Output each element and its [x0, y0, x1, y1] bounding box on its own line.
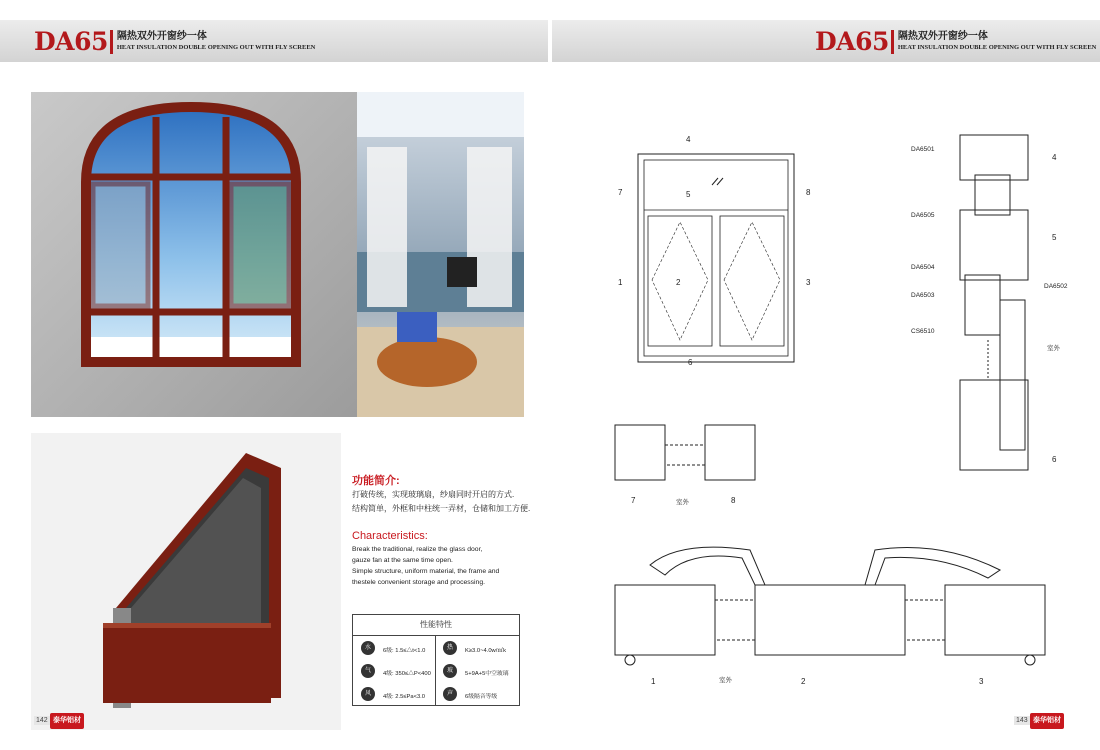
brand-logo: 泰华铝材 [50, 713, 84, 729]
performance-value: 6级隔音等级 [465, 694, 498, 700]
page-number-right: 143 [1016, 717, 1028, 724]
page-header-left [34, 27, 315, 56]
callout-2: 2 [676, 278, 681, 287]
model-number: DA65 [815, 27, 889, 56]
intro-cn-heading: 功能简介: [352, 475, 400, 487]
table-row [353, 683, 519, 706]
callout-1: 1 [651, 677, 656, 686]
section-label: DA6504 [911, 264, 935, 271]
room-interior-photo [357, 92, 524, 417]
arched-window-photo [31, 92, 358, 417]
section-label: DA6505 [911, 212, 935, 219]
callout-5: 5 [1052, 233, 1057, 242]
section-label: DA6502 [1044, 283, 1068, 290]
outside-label: 室外 [676, 499, 689, 506]
water-tightness-icon: 水 [361, 641, 375, 655]
intro-en-line-4: thestele convenient storage and processing. [352, 579, 486, 586]
intro-cn-line-2: 结构简单，外框和中柱统一弄材，仓储和加工方便. [352, 504, 531, 513]
vertical-section-drawing [950, 130, 1040, 490]
callout-4: 4 [686, 135, 691, 144]
callout-3: 3 [979, 677, 984, 686]
sound-icon: 声 [443, 687, 457, 701]
profile-section-photo [31, 433, 341, 730]
table-row [353, 637, 519, 660]
middle-section-drawing [610, 420, 760, 490]
header-en-title: HEAT INSULATION DOUBLE OPENING OUT WITH FLY SCREEN [897, 43, 1097, 51]
glass-icon: 玻 [443, 664, 457, 678]
table-row [353, 660, 519, 683]
performance-value: 5+9A+5中空玻璃 [465, 671, 509, 677]
performance-table [352, 614, 520, 706]
callout-7: 7 [618, 188, 623, 197]
callout-2: 2 [801, 677, 806, 686]
header-divider [891, 30, 894, 54]
brand-logo: 泰华铝材 [1030, 713, 1064, 729]
window-elevation-drawing [600, 130, 840, 380]
thermal-icon: 热 [443, 641, 457, 655]
section-label: DA6503 [911, 292, 935, 299]
header-en-title: HEAT INSULATION DOUBLE OPENING OUT WITH FLY SCREEN [116, 43, 316, 51]
performance-value: K≥3.0~4.0w/㎡k [465, 648, 507, 654]
outside-label: 室外 [719, 677, 732, 684]
outside-label: 室外 [1047, 345, 1060, 352]
page-header-right [815, 27, 1096, 56]
callout-8: 8 [731, 496, 736, 505]
intro-en-line-2: gauze fan at the same time open. [352, 557, 453, 564]
header-cn-title: 隔热双外开窗纱一体 [116, 30, 207, 42]
performance-value: 4级: 2.5≤Pa<3.0 [383, 694, 426, 700]
section-label: DA6501 [911, 146, 935, 153]
callout-4: 4 [1052, 153, 1057, 162]
header-cn-title: 隔热双外开窗纱一体 [897, 30, 988, 42]
section-label: CS6510 [911, 328, 935, 335]
intro-en-line-1: Break the traditional, realize the glass door, [352, 546, 483, 553]
performance-value: 6级: 1.5≤△t<1.0 [383, 648, 426, 654]
callout-1: 1 [618, 278, 623, 287]
performance-value: 4级: 350≤△P<400 [383, 671, 431, 677]
performance-title: 性能特性 [353, 615, 519, 636]
header-divider [110, 30, 113, 54]
callout-5: 5 [686, 190, 691, 199]
callout-8: 8 [806, 188, 811, 197]
callout-6: 6 [1052, 455, 1057, 464]
intro-en-heading: Characteristics: [352, 530, 428, 542]
callout-3: 3 [806, 278, 811, 287]
wind-pressure-icon: 风 [361, 687, 375, 701]
horizontal-section-drawing [610, 540, 1050, 670]
intro-cn-line-1: 打破传统，实现玻璃扇，纱扇同时开启的方式. [352, 490, 515, 499]
intro-en-line-3: Simple structure, uniform material, the frame and [352, 568, 500, 575]
callout-6: 6 [688, 358, 693, 367]
callout-7: 7 [631, 496, 636, 505]
page-number-left: 142 [36, 717, 48, 724]
model-number: DA65 [34, 27, 108, 56]
air-tightness-icon: 气 [361, 664, 375, 678]
